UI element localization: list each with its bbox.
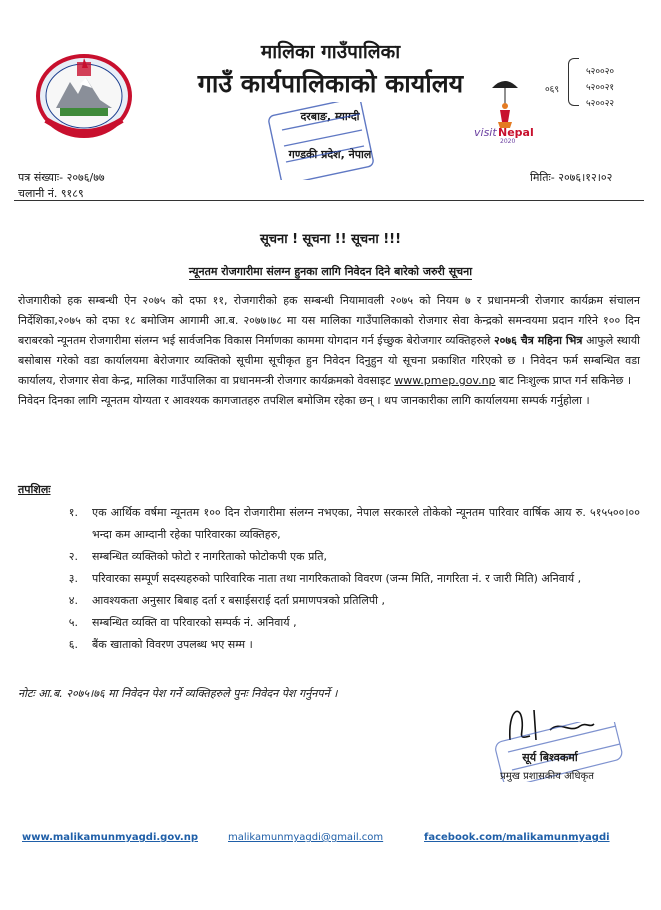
list-item-text: बैंक खाताको विवरण उपलब्ध भए सम्म । [92,638,253,651]
phone-area-code: ०६९ [545,85,560,95]
body-text: बाट निःशुल्क प्राप्त गर्न सकिनेछ । [495,374,632,387]
phone-number: ५२००२० [586,67,615,77]
list-item-number: २. [68,550,78,563]
municipality-name: मालिका गाउँपालिका [260,41,401,63]
list-item-text: सम्बन्धित व्यक्ति वा परिवारको सम्पर्क नं. अनिवार्य , [92,616,297,629]
svg-text:Nepal: Nepal [498,126,534,139]
list-item [18,502,640,546]
office-stamp [268,102,374,180]
dispatch-number: चलानी नं. ९१८९ [18,187,84,200]
facebook-link[interactable]: facebook.com/malikamunmyagdi [424,832,610,843]
svg-text:visit: visit [474,126,497,139]
list-item [18,546,640,568]
signatory-title: प्रमुख प्रशासकीय अधिकृत [500,771,594,782]
notice-subject-text: न्यूनतम रोजगारीमा संलग्न हुनका लागि निवेदन दिने बारेको जरुरी सूचना [188,265,473,278]
office-address-district: दरबाङ, म्याग्दी [300,110,360,123]
list-item-text: एक आर्थिक वर्षमा न्यूनतम १०० दिन रोजगारीमा संलग्न नभएका, नेपाल सरकारले तोकेको न्यूनतम पारिवार वार्षिक आय रु. ५१५५००।०० भन्दा कम आम्दानी रहेका पारिवारका व्यक्तिहरु, [92,506,640,541]
list-item-number: ६. [68,638,78,651]
reference-number: पत्र संख्याः- २०७६/७७ [18,171,105,184]
list-item [18,568,640,590]
requirements-list [18,502,640,656]
date: मितिः- २०७६।१२।०२ [530,171,613,184]
list-item-text: आवश्यकता अनुसार बिबाह दर्ता र बसाईसराई दर्ता प्रमाणपत्रको प्रतिलिपी , [92,594,385,607]
list-item [18,590,640,612]
website-link[interactable]: www.malikamunmyagdi.gov.np [22,832,198,843]
body-paragraph-1 [18,291,640,391]
deadline-highlight: २०७६ चैत्र महिना भित्र [493,334,583,347]
list-item-number: ५. [68,616,78,629]
phone-number: ५२००२१ [586,83,615,93]
list-item [18,612,640,634]
phone-list [586,64,614,112]
phone-number: ५२००२२ [586,99,615,109]
visit-nepal-2020-logo [470,74,540,144]
phone-bracket [568,58,579,106]
body-text: आफुले स्थायी बसोबास गरेको वडा कार्यालयमा बेरोजगार व्यक्तिको सूचीमा सूचीकृत हुन निवेदन दिनुहुन यो सूचना प्रकाशित गरिएको छ । निवेदन फर्म सम्बन्धित वडा कार्यालय, रोजगार सेवा केन्द्र, मालिका गाउँपालिका वा प्रधानमन्त्री रोजगार कार्यक्रमको वेवसाइट [18,334,640,387]
list-item-number: १. [68,506,78,519]
list-item-text: परिवारका सम्पूर्ण सदस्यहरुको पारिवारिक नाता तथा नागरिकताको विवरण (जन्म मिति, नागरिता नं. र जारी मिति) अनिवार्य , [92,572,582,585]
header-divider [14,200,644,201]
notice-title: सूचना ! सूचना !! सूचना !!! [259,232,402,247]
pmep-website-link[interactable]: www.pmep.gov.np [394,374,496,387]
list-item-number: ४. [68,594,78,607]
body-text: रोजगारीको हक सम्बन्धी ऐन २०७५ को दफा ११, रोजगारीको हक सम्बन्धी नियामावली २०७५ को नियम ७ र प्रधानमन्त्री रोजगार कार्यक्रम संचालन निर्देशिका,२०७५ को दफा १८ बमोजिम आगामी आ.ब. २०७७।७८ मा यस मालिका गाउँपालिकाको रोजगार सेवा केन्द्रको समन्वयमा प्रदान गरिने १०० दिन बराबरको न्यूनतम रोजगारीमा संलग्न भई सार्वजनिक विकास निर्माणका काममा योगदान गर्न ईच्छुक बेरोजगार व्यक्तिहरुले [18,294,640,347]
notice-body [18,291,640,411]
email-link[interactable]: malikamunmyagdi@gmail.com [228,832,384,843]
list-item-text: सम्बन्धित व्यक्तिको फोटो र नागरिताको फोटोकपी एक प्रति, [92,550,327,563]
list-item-number: ३. [68,572,78,585]
office-address-province: गण्डकी प्रदेश, नेपाल [288,148,372,161]
signatory-name: सूर्य बिश्वकर्मा [522,751,578,764]
list-item [18,634,640,656]
details-label: तपशिलः [18,483,51,496]
notice-subject [0,264,661,279]
body-paragraph-2: निवेदन दिनका लागि न्यूनतम योग्यता र आवश्यक कागजातहरु तपशिल बमोजिम रहेका छन् । थप जानकारीका लागि कार्यालयमा सम्पर्क गर्नुहोला । [18,394,590,407]
svg-text:2020: 2020 [500,138,516,144]
note: नोटः आ.ब. २०७५।७६ मा निवेदन पेश गर्ने व्यक्तिहरुले पुनः निवेदन पेश गर्नुनपर्ने । [18,687,338,700]
office-name: गाउँ कार्यपालिकाको कार्यालय [197,69,464,98]
